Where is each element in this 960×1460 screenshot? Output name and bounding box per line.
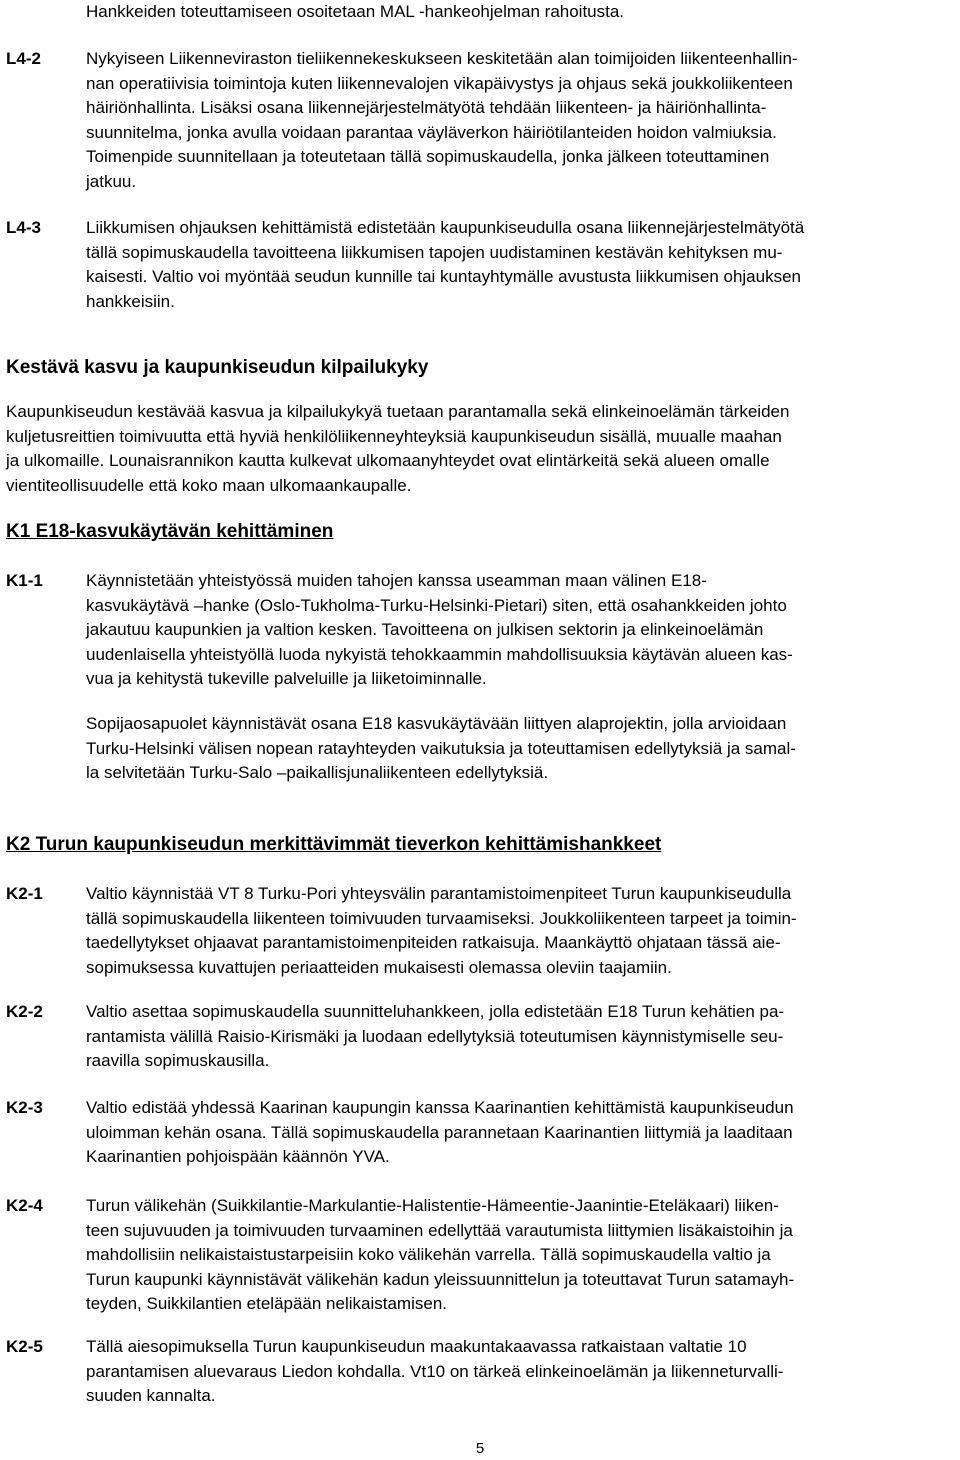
text-line: tällä sopimuskaudella tavoitteena liikkumisen tapojen uudistaminen kestävän kehityksen mu- (86, 242, 783, 262)
text-line: sopimuksessa kuvattujen periaatteiden mukaisesti olemassa oleviin taajamiin. (86, 957, 672, 977)
item-code: K2-5 (6, 1337, 43, 1356)
text-line: nan operatiivisia toimintoja kuten liikennevalojen vikapäivystys ja ohjaus sekä joukkoliikenteen (86, 73, 793, 93)
text-line: vua ja kehitystä tukeville palveluille ja liiketoiminnalle. (86, 669, 487, 688)
text-line: teyden, Suikkilantien eteläpään nelikaistamisen. (86, 1294, 448, 1313)
item-text (86, 1335, 952, 1409)
page-number: 5 (475, 1440, 485, 1457)
item-text (86, 1194, 952, 1317)
text-line: Liikkumisen ohjauksen kehittämistä edistetään kaupunkiseudulla osana liikennejärjestelmätyötä (86, 218, 805, 237)
intro-paragraph (86, 0, 952, 25)
item-code: K2-1 (6, 884, 43, 903)
item-text (86, 1096, 952, 1170)
text-line: jakautuu kaupunkien ja valtion kesken. Tavoitteena on julkisen sektorin ja elinkeinoelämän (86, 620, 764, 639)
item-text (86, 216, 952, 314)
text-line: Valtio edistää yhdessä Kaarinan kaupungin kanssa Kaarinantien kehittämistä kaupunkiseudun (86, 1098, 794, 1117)
text-line: jatkuu. (86, 171, 137, 191)
subsection-title-k1: K1 E18-kasvukäytävän kehittäminen (6, 521, 334, 542)
text-line: teen sujuvuuden ja toimivuuden turvaaminen edellyttää varautumista liittymien lisäkaistoihin ja (86, 1220, 793, 1240)
text-line: Kaupunkiseudun kestävää kasvua ja kilpailukykyä tuetaan parantamalla sekä elinkeinoelämän tärkeiden (6, 402, 790, 421)
text-line: Sopijaosapuolet käynnistävät osana E18 kasvukäytävään liittyen alaprojektin, jolla arvioidaan (86, 714, 787, 733)
item-code: L4-3 (6, 218, 41, 237)
text-line: kuljetusreittien toimivuutta että hyviä henkilöliikenneyhteyksiä kaupunkiseudun sisällä, muualle maahan (6, 426, 782, 446)
text-line: parantamisen aluevaraus Liedon kohdalla. Vt10 on tärkeä elinkeinoelämän ja liikenneturvalli- (86, 1361, 784, 1381)
text-line: vientiteollisuudelle että koko maan ulkomaankaupalle. (6, 475, 412, 495)
text-line: häiriönhallinta. Lisäksi osana liikennejärjestelmätyötä tehdään liikenteen- ja häiriönhallinta- (86, 98, 767, 117)
text-line: Nykyiseen Liikenneviraston tieliikennekeskukseen keskitetään alan toimijoiden liikenteenhallin- (86, 49, 798, 68)
text-line: tällä sopimuskaudella liikenteen toimivuuden turvaamiseksi. Joukkoliikenteen tarpeet ja toimin- (86, 908, 797, 928)
section-heading: Kestävä kasvu ja kaupunkiseudun kilpailukyky (6, 357, 429, 378)
text-line: raavilla sopimuskausilla. (86, 1051, 270, 1070)
text-line: suuden kannalta. (86, 1386, 216, 1405)
item-text (86, 47, 952, 194)
text-line: Kaarinantien pohjoispään käännön YVA. (86, 1147, 390, 1166)
section-paragraph (6, 400, 956, 498)
text-line: taedellytykset ohjaavat parantamistoimenpiteiden ratkaisuja. Maankäyttö ohjataan tässä aie- (86, 933, 781, 952)
text-line: kasvukäytävä –hanke (Oslo-Tukholma-Turku-Helsinki-Pietari) siten, että osahankkeiden johto (86, 595, 787, 615)
text-line: rantamista välillä Raisio-Kirismäki ja luodaan edellytyksiä toteutumisen käynnistymiselle seu- (86, 1026, 784, 1046)
text-line: Turun kaupunki käynnistävät välikehän kadun yleissuunnittelun ja toteuttavat Turun satamayh- (86, 1269, 795, 1289)
item-text (86, 712, 952, 786)
text-line: Käynnistetään yhteistyössä muiden tahojen kanssa useamman maan välinen E18- (86, 571, 707, 590)
text-line: suunnitelma, jonka avulla voidaan parantaa väyläverkon häiriötilanteiden hoidon valmiuksia. (86, 122, 777, 142)
text-line: kaisesti. Valtio voi myöntää seudun kunnille tai kuntayhtymälle avustusta liikkumisen ohjauksen (86, 267, 802, 286)
subsection-title-k2: K2 Turun kaupunkiseudun merkittävimmät tieverkon kehittämishankkeet (6, 834, 662, 855)
text-line: Tällä aiesopimuksella Turun kaupunkiseudun maakuntakaavassa ratkaistaan valtatie 10 (86, 1337, 747, 1356)
text-line: Valtio käynnistää VT 8 Turku-Pori yhteysvälin parantamistoimenpiteet Turun kaupunkiseudulla (86, 884, 792, 903)
text-line: mahdollisiin nelikaistaistustarpeisiin koko välikehän varrella. Tällä sopimuskaudella valtio ja (86, 1245, 771, 1264)
text-line: Valtio asettaa sopimuskaudella suunnitteluhankkeen, jolla edistetään E18 Turun kehätien pa- (86, 1002, 785, 1021)
text-line: Turku-Helsinki välisen nopean ratayhteyden vaikutuksia ja toteuttamisen edellytyksiä ja samal- (86, 738, 796, 758)
item-code: K2-3 (6, 1098, 43, 1117)
item-code: K2-4 (6, 1196, 43, 1215)
item-text (86, 569, 952, 692)
text-line: hankkeisiin. (86, 291, 175, 311)
text-line: Turun välikehän (Suikkilantie-Markulantie-Halistentie-Hämeentie-Jaanintie-Eteläkaari) liiken- (86, 1196, 779, 1215)
text-line: ja ulkomaille. Lounaisrannikon kautta kulkevat ulkomaanyhteydet ovat elintärkeitä sekä alueen omalle (6, 451, 770, 470)
text-line: uloimman kehän osana. Tällä sopimuskaudella parannetaan Kaarinantien liittymiä ja laaditaan (86, 1122, 793, 1142)
text-line: Hankkeiden toteuttamiseen osoitetaan MAL -hankeohjelman rahoitusta. (86, 2, 625, 21)
item-code: K1-1 (6, 571, 43, 590)
text-line: Toimenpide suunnitellaan ja toteutetaan tällä sopimuskaudella, jonka jälkeen toteuttaminen (86, 147, 770, 166)
item-text (86, 882, 952, 980)
item-text (86, 1000, 952, 1074)
text-line: uudenlaisella yhteistyöllä luoda nykyistä tehokkaammin mahdollisuuksia käytävän alueen kas- (86, 644, 793, 664)
item-code: K2-2 (6, 1002, 43, 1021)
item-code: L4-2 (6, 49, 41, 68)
text-line: la selvitetään Turku-Salo –paikallisjunaliikenteen edellytyksiä. (86, 763, 549, 782)
